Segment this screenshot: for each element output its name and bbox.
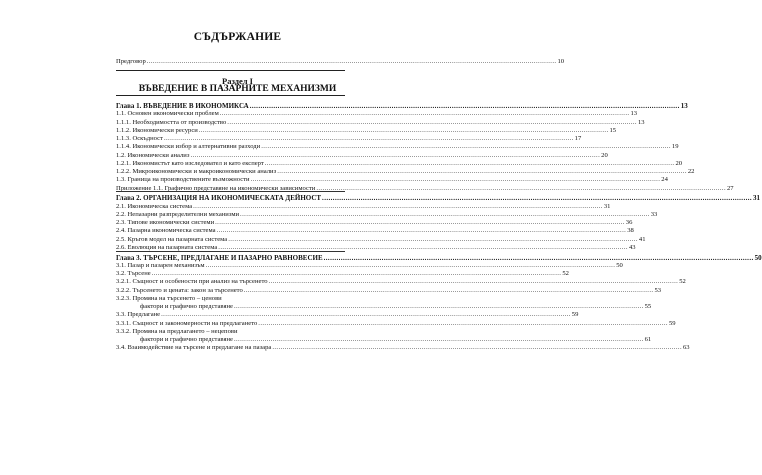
toc-entry-text: 3.3.1. Същност и закономерности на предлагането [116,319,258,327]
toc-entry-text: Глава 1. ВЪВЕДЕНИЕ В ИКОНОМИКСА [116,102,249,110]
toc-entry-text: Приложение 1.1. Графично представяне на икономически зависимости [116,184,316,192]
leader-dots [250,102,680,110]
leader-dots [215,219,625,227]
toc-entry-text: 3.2. Търсене [116,270,151,277]
toc-entry[interactable] [116,270,569,278]
toc-entry[interactable] [116,126,617,135]
toc-entry-page: 52 [562,270,569,277]
toc-entry-page: 36 [625,219,633,226]
leader-dots [269,278,679,286]
toc-entry-page: 38 [627,227,634,235]
toc-entry-text: 3.3. Предлагане [116,311,161,319]
toc-chapter-entry[interactable] [116,102,688,110]
leader-dots [265,160,675,168]
toc-entry[interactable] [116,168,695,176]
toc-entry-page: 50 [616,261,623,269]
toc-entry-text: 2.1. Икономическа система [116,202,193,210]
toc-entry-continuation[interactable] [116,303,652,311]
leader-dots [206,262,616,270]
toc-entry-text: Предговор [116,58,146,65]
leader-dots [251,176,661,184]
toc-entry-page: 19 [671,143,679,151]
chapter-rule [116,251,345,252]
toc-entry[interactable] [116,328,345,336]
chapter-rule [116,191,345,192]
toc-entry-text: 1.1.2. Икономически ресурси [116,126,198,134]
toc-entry[interactable] [116,295,345,303]
toc-entry-text: 2.3. Типове икономически системи [116,219,215,226]
toc-entry-page: 24 [661,176,668,184]
leader-dots [258,320,668,328]
section-number: Раздел I [222,76,253,86]
leader-dots [190,152,600,160]
toc-entry[interactable] [116,227,634,235]
toc-entry-text: 3.4. Взаимодействие на търсене и предлагане на пазара [116,344,272,352]
toc-entry-text: 1.2. Икономически анализ [116,151,190,159]
toc-chapter-entry[interactable] [116,194,761,203]
page-title: СЪДЪРЖАНИЕ [193,31,282,43]
toc-entry-preface[interactable] [116,58,565,66]
leader-dots [199,127,609,135]
leader-dots [227,119,637,127]
toc-entry-text: 3.3.2. Промяна на предлагането – нецепови [116,327,238,335]
section-rule-bottom [116,95,345,96]
leader-dots [220,110,630,118]
toc-entry-page: 27 [727,184,734,192]
toc-entry[interactable] [116,110,638,118]
toc-entry-page: 52 [679,278,686,286]
toc-entry-text: 1.1. Основен икономически проблем [116,110,219,118]
toc-entry-text: 3.1. Пазар и пазарен механизъм [116,261,205,269]
toc-entry-continuation[interactable] [116,336,652,344]
toc-entry[interactable] [116,344,690,352]
toc-entry-page: 20 [675,159,683,167]
toc-entry-page: 10 [557,58,565,65]
toc-entry-text: фактори и графично представяне [140,303,233,310]
toc-entry[interactable] [116,135,582,143]
leader-dots [244,287,654,295]
toc-entry-page: 55 [644,303,652,310]
toc-entry[interactable] [116,118,645,127]
toc-entry-page: 50 [754,253,762,262]
toc-entry-text: 2.5. Кръгов модел на пазарната система [116,235,228,243]
leader-dots [228,236,638,244]
toc-entry[interactable] [116,151,608,160]
toc-entry[interactable] [116,261,623,270]
toc-entry-text: фактори и графично представяне [140,336,233,343]
toc-entry-page: 20 [601,151,608,159]
leader-dots [322,194,752,202]
toc-entry-text: 1.1.3. Оскъдност [116,135,163,142]
toc-entry-text: 2.4. Пазарна икономическа система [116,227,216,235]
leader-dots [261,143,671,151]
leader-dots [316,185,726,193]
section-rule-top [116,70,345,71]
toc-entry-text: 1.1.4. Икономически избор и алтернативни разходи [116,143,261,151]
toc-entry-text: 2.6. Еволюция на пазарната система [116,243,218,251]
leader-dots [234,336,644,344]
toc-entry-page: 31 [753,194,761,203]
toc-entry-page: 61 [644,336,652,343]
leader-dots [161,311,571,319]
toc-entry-text: Глава 3. ТЪРСЕНЕ, ПРЕДЛАГАНЕ И ПАЗАРНО РАВНОВЕСИЕ [116,253,323,262]
toc-entry-page: 22 [687,168,695,175]
toc-entry-text: 1.1.1. Необходимостта от производство [116,118,227,126]
toc-entry-text: 2.2. Непазарни разпределителни механизми [116,210,240,218]
toc-entry-text: 3.2.1. Същност и особености при анализ на търсенето [116,278,268,286]
leader-dots [193,203,603,211]
toc-entry-page: 59 [571,311,579,319]
toc-entry-page: 43 [628,243,636,251]
toc-entry[interactable] [116,176,668,184]
toc-entry-page: 41 [638,235,646,243]
leader-dots [217,227,627,235]
toc-entry[interactable] [116,143,679,151]
leader-dots [147,58,557,66]
toc-entry[interactable] [116,278,686,286]
toc-entry[interactable] [116,219,633,227]
toc-entry-page: 63 [683,344,690,352]
toc-entry[interactable] [116,311,579,319]
toc-entry-page: 53 [654,286,662,294]
toc-entry[interactable] [116,235,646,244]
toc-entry[interactable] [116,319,676,328]
leader-dots [234,303,644,311]
toc-entry-page: 59 [668,319,676,327]
toc-entry-page: 13 [637,118,645,126]
toc-entry-page: 17 [574,135,582,142]
leader-dots [152,270,562,278]
section-title: ВЪВЕДЕНИЕ В ПАЗАРНИТЕ МЕХАНИЗМИ [138,84,337,94]
toc-entry-page: 33 [650,210,658,218]
leader-dots [164,135,574,143]
toc-entry-page: 15 [609,126,617,134]
leader-dots [324,254,754,262]
toc-entry[interactable] [116,159,683,168]
toc-entry-text: 3.2.2. Търсенето и цената: закон за търсенето [116,286,243,294]
toc-entry-page: 13 [680,102,688,110]
leader-dots [240,211,650,219]
toc-chapter-entry[interactable] [116,253,762,262]
toc-entry-page: 13 [630,110,638,118]
toc-entry[interactable] [116,202,611,211]
toc-entry-text: 3.2.3. Промяна на търсенето – ценови [116,294,222,302]
toc-entry[interactable] [116,210,658,219]
toc-entry-text: 1.2.1. Икономистът като изследовател и като експерт [116,159,264,167]
toc-entry-page: 31 [603,202,611,210]
toc-entry-text: Глава 2. ОРГАНИЗАЦИЯ НА ИКОНОМИЧЕСКАТА ДЕЙНОСТ [116,194,322,203]
leader-dots [277,168,687,176]
toc-entry-text: 1.2.2. Микроикономически и макроикономически анализ [116,168,277,175]
toc-entry[interactable] [116,286,662,295]
leader-dots [272,344,682,352]
toc-entry-text: 1.3. Граница на производствените възможности [116,176,250,184]
